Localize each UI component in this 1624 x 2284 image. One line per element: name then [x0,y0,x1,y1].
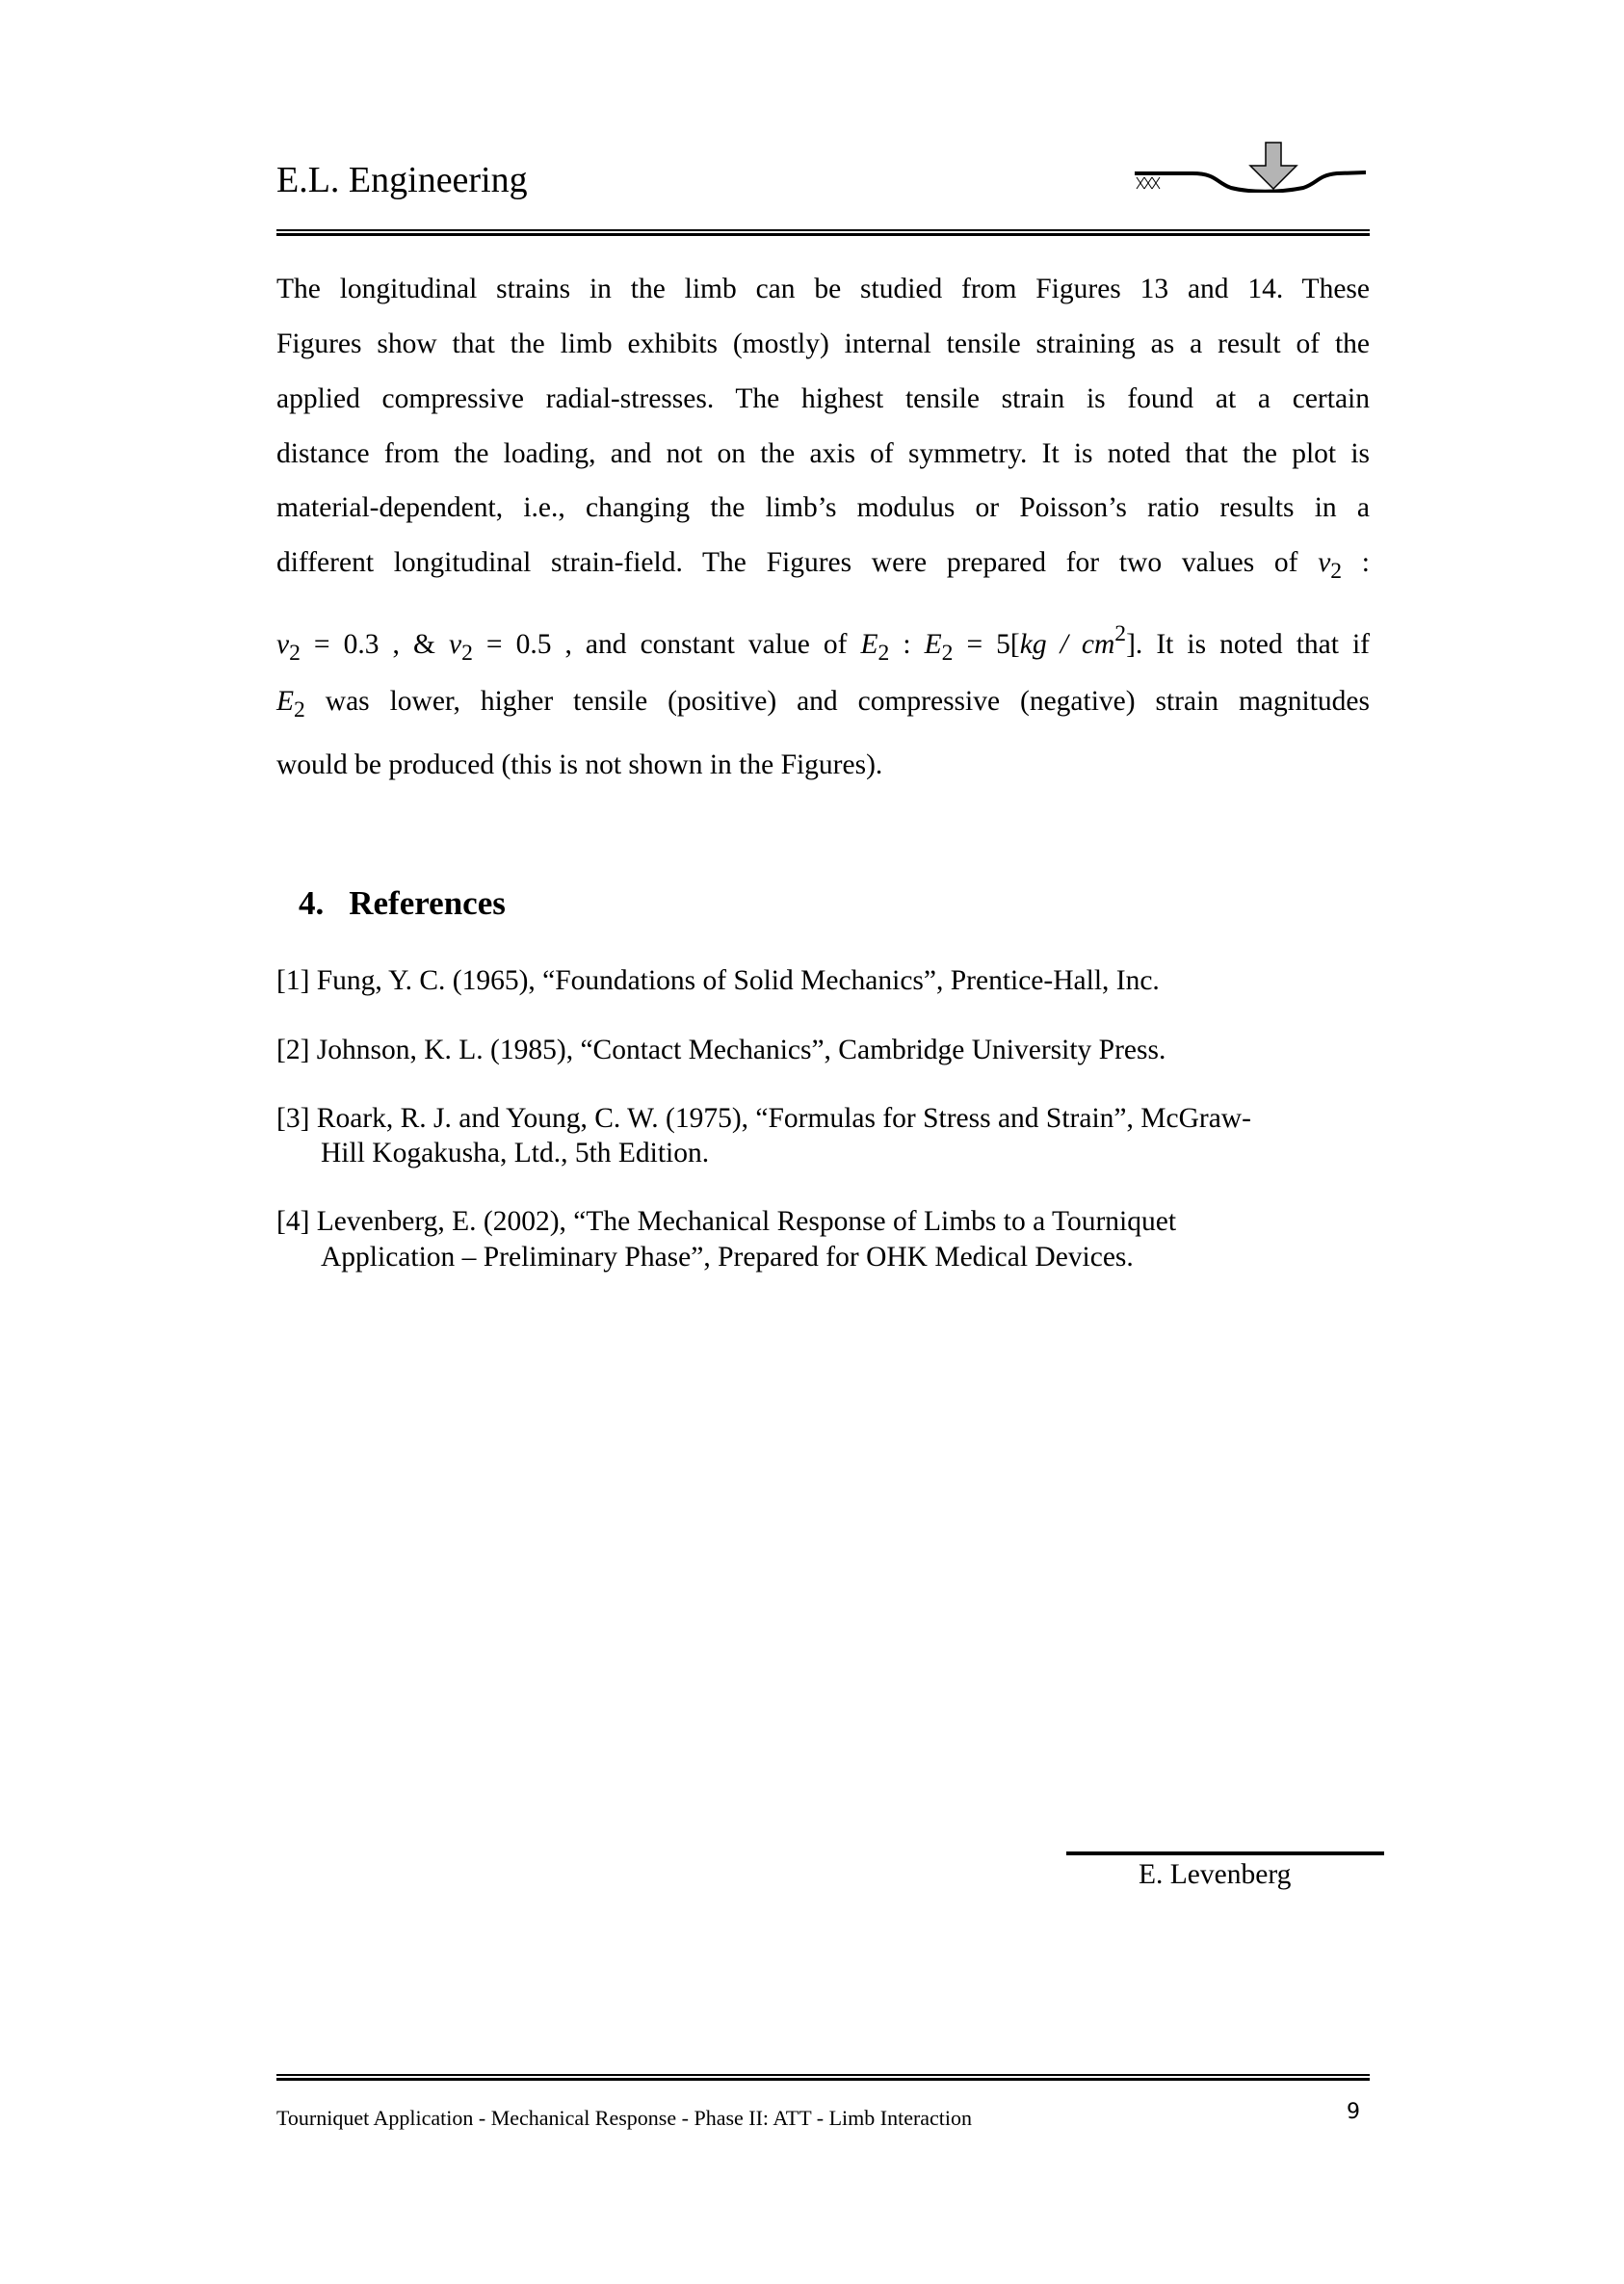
footer-text: Tourniquet Application - Mechanical Response - Phase II: ATT - Limb Interaction [276,2106,973,2130]
math-sub: 2 [294,697,305,723]
section-title: References [349,884,506,922]
math-sub: 2 [461,641,473,667]
reference-item: [1] Fung, Y. C. (1965), “Foundations of Solid Mechanics”, Prentice-Hall, Inc. [276,965,1160,996]
text: different longitudinal strain-field. The Figures were prepared for two values of [276,547,1319,578]
math-E: E [860,628,878,660]
equation-line [276,621,1370,667]
header-title: E.L. Engineering [276,160,528,200]
math-sub: 2 [941,641,954,667]
math-nu: ν [276,628,290,660]
text: = 0.5 , and constant value of [472,628,861,660]
text: = 5[ [953,628,1020,660]
section-number: 4. [299,884,325,922]
math-sub: 2 [1330,559,1343,585]
reference-item: [4] Levenberg, E. (2002), “The Mechanical Response of Limbs to a Tourniquet [276,1206,1177,1237]
math-E: E [276,686,295,717]
reference-item-cont: Hill Kogakusha, Ltd., 5th Edition. [321,1138,710,1168]
body-line: applied compressive radial-stresses. The highest tensile strain is found at a certain [276,383,1370,414]
page-number: 9 [1347,2100,1360,2124]
load-on-surface-icon [1135,135,1366,193]
body-line: distance from the loading, and not on the axis of symmetry. It is noted that the plot is [276,438,1370,469]
body-line: Figures show that the limb exhibits (mostly) internal tensile straining as a result of the [276,328,1370,359]
text: : [889,628,925,660]
math-sub: 2 [289,641,301,667]
text: ]. It is noted that if [1126,628,1370,660]
text: : [1342,547,1371,578]
body-line: would be produced (this is not shown in the Figures). [276,749,883,780]
section-heading [299,884,531,923]
text: = 0.3 , & [300,628,449,660]
header-rule [276,229,1370,236]
body-line: material-dependent, i.e., changing the limb’s modulus or Poisson’s ratio results in a [276,492,1370,523]
reference-item-cont: Application – Preliminary Phase”, Prepared for OHK Medical Devices. [321,1242,1134,1273]
math-nu: ν [448,628,462,660]
reference-item: [3] Roark, R. J. and Young, C. W. (1975), “Formulas for Stress and Strain”, McGraw- [276,1103,1251,1134]
body-line [276,686,1370,723]
math-sup: 2 [1114,621,1127,646]
text: was lower, higher tensile (positive) and compressive (negative) strain magnitudes [304,686,1370,717]
reference-item: [2] Johnson, K. L. (1985), “Contact Mechanics”, Cambridge University Press. [276,1035,1166,1065]
math-sub: 2 [877,641,890,667]
math-nu: ν [1318,547,1331,578]
math-unit: kg / cm [1019,628,1115,660]
body-line [276,547,1370,585]
body-line: The longitudinal strains in the limb can be studied from Figures 13 and 14. These [276,274,1370,304]
signature-line [1066,1851,1384,1855]
footer-rule [276,2074,1370,2081]
signature-name: E. Levenberg [1139,1859,1292,1890]
math-E: E [924,628,942,660]
